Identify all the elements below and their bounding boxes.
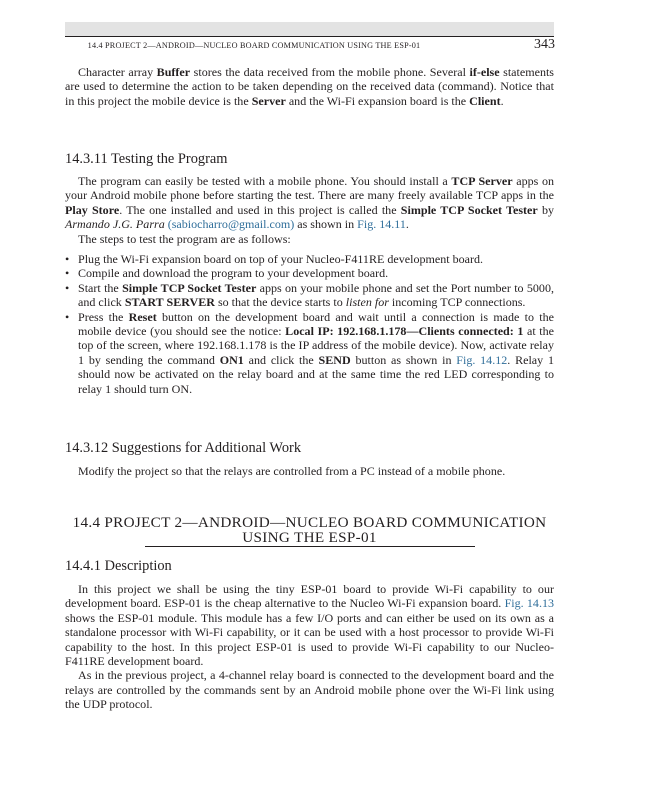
steps-intro: The steps to test the program are as follows: — [78, 231, 291, 246]
description-block — [65, 582, 554, 712]
list-item: • Press the Reset button on the development board and wait until a connection is made to the mobile device (you should see the notice: Local IP: 192.168.1.178—Clients connected: 1 at the top of the screen, where 192.168.1.178 is the IP address of the mobile device). Now, activate relay 1 by sending the command ON1 and click the SEND button as shown in Fig. 14.12. Relay 1 should now be activated on the relay board and at the same time the red LED corresponding to relay 1 should turn ON. — [65, 310, 554, 396]
heading-14-3-11: 14.3.11 Testing the Program — [65, 151, 228, 167]
suggestions-block — [65, 464, 554, 478]
list-item: • Compile and download the program to your development board. — [65, 266, 554, 280]
list-item: • Plug the Wi-Fi expansion board on top of your Nucleo-F411RE development board. — [65, 252, 554, 266]
steps-list — [65, 252, 554, 396]
heading-14-3-12: 14.3.12 Suggestions for Additional Work — [65, 440, 302, 456]
section-title-line2: USING THE ESP-01 — [242, 529, 377, 546]
testing-block — [65, 174, 554, 396]
testing-paragraph: The program can easily be tested with a mobile phone. You should install a TCP Server apps on your Android mobile phone before starting the test. There are many freely available TCP apps in the Play Store. The one installed and used in this project is called the Simple TCP Socket Tester by Armando J.G. Parra (sabiocharro@gmail.com) as shown in Fig. 14.11. — [65, 174, 555, 232]
header-bar — [65, 22, 554, 36]
description-paragraph: In this project we shall be using the tiny ESP-01 board to provide Wi-Fi capability to our development board. ESP-01 is the cheap alternative to the Nucleo Wi-Fi expansion board. Fig. 14.13 shows the ESP-01 module. This module has a few I/O ports and can either be used on its own as a standalone processor with Wi-Fi capability, or it can be used with a host processor to provide Wi-Fi capability to the host. In this project ESP-01 is used to provide Wi-Fi capability to our Nucleo-F411RE development board. — [65, 582, 555, 669]
section-title-rule — [145, 546, 475, 547]
section-title-line1: 14.4 PROJECT 2—ANDROID—NUCLEO BOARD COMMUNICATION — [72, 514, 547, 531]
email-link[interactable]: (sabiocharro@gmail.com) — [167, 217, 295, 232]
suggestions-paragraph: Modify the project so that the relays are controlled from a PC instead of a mobile phone. — [78, 464, 506, 478]
fig-14-11-link[interactable]: Fig. 14.11 — [357, 217, 406, 232]
relay-paragraph: As in the previous project, a 4-channel relay board is connected to the development board and the relays are controlled by the commands sent by an Android mobile phone over the Wi-Fi link using the UDP protocol. — [65, 668, 554, 712]
fig-14-13-link[interactable]: Fig. 14.13 — [504, 596, 555, 611]
running-head: 14.4 PROJECT 2—ANDROID—NUCLEO BOARD COMMUNICATION USING THE ESP-01 — [87, 41, 421, 50]
heading-14-4-1: 14.4.1 Description — [65, 558, 172, 574]
intro-block — [65, 65, 554, 108]
fig-14-12-link[interactable]: Fig. 14.12 — [456, 352, 508, 367]
header-rule — [65, 36, 554, 37]
list-item: • Start the Simple TCP Socket Tester apps on your mobile phone and set the Port number to 5000, and click START SERVER so that the device starts to listen for incoming TCP connections. — [65, 281, 554, 310]
page-number: 343 — [534, 37, 555, 52]
intro-paragraph: Character array Buffer stores the data received from the mobile phone. Several if-else statements are used to determine the action to be taken depending on the received data (command). Notice that in this project the mobile device is the Server and the Wi-Fi expansion board is the Client. — [65, 65, 554, 108]
